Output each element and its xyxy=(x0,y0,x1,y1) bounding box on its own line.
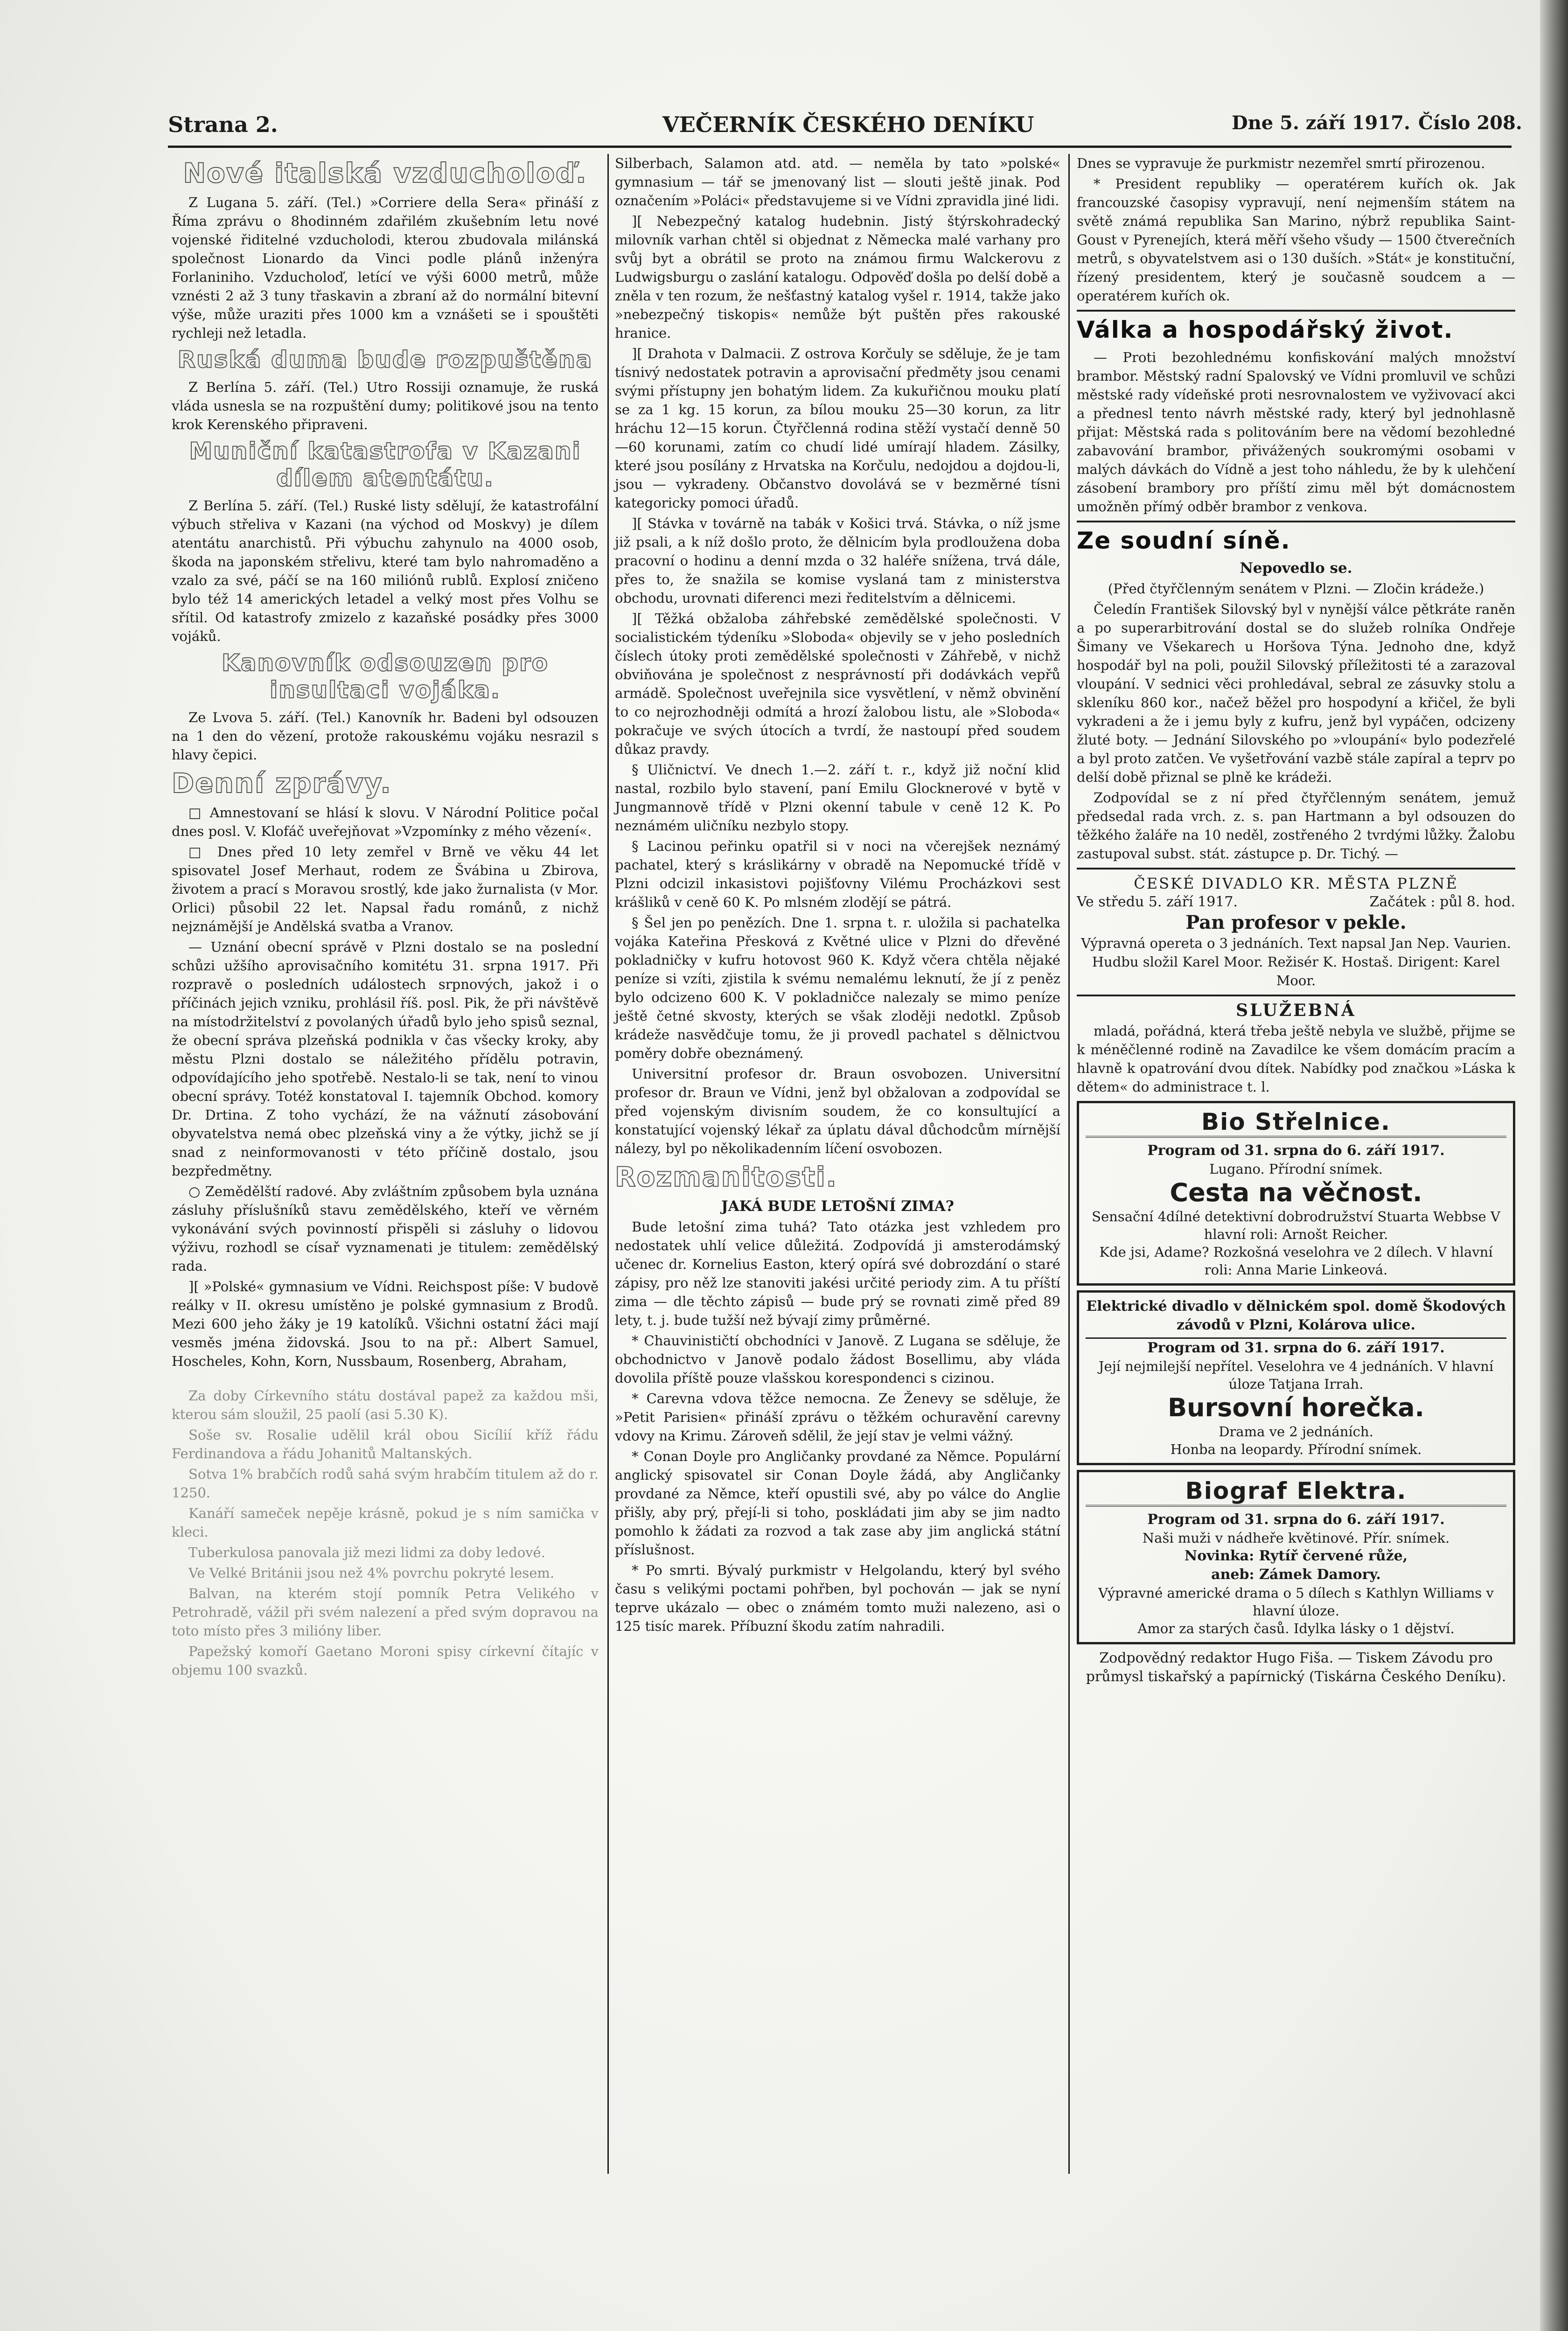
headline-duma: Ruská duma bude rozpuštěna xyxy=(177,346,593,373)
news-after-death: * Po smrti. Bývalý purkmistr v Helgolandu, který byl svého času s velikými poctami pohřben, byl pochován — jak se nyní teprve ukázalo — obec o známém tomto muži nalezeno, asi o 125 tisíc marek. Příbuzní škodu zatím nahradili. xyxy=(615,1562,1060,1634)
theatre-play: Pan profesor v pekle. xyxy=(1185,912,1407,933)
cinema-elektricke-divadlo xyxy=(1077,1290,1515,1465)
article-kazan: Z Berlína 5. září. (Tel.) Ruské listy sdělují, že katastrofální výbuch střeliva v Kazani (na východ od Moskvy) je dílem atentátu anarchistů. Při výbuchu zahynulo na 4000 osob, škoda na japonském střelivu, které tam bylo nahromaděno a vzalo za své, páčí se na 160 miliónů rublů. Explosí zničeno bylo též 14 amerických letadel a velký most přes Volhu se sřítil. Od katastrofy zmizelo z kazaňské posádky přes 3000 vojáků. xyxy=(172,498,599,644)
fact-canary: Kanáří sameček nepěje krásně, pokud je s ním samička v kleci. xyxy=(172,1505,599,1540)
column-rule-1 xyxy=(607,154,609,2174)
section-miscellany: Rozmanitosti. xyxy=(615,1161,837,1193)
cinema1-title: Bio Střelnice. xyxy=(1086,1108,1506,1138)
fact-counts: Sotva 1% brabčích rodů sahá svým hrabčím titulem až do r. 1250. xyxy=(172,1466,599,1501)
news-tsarina: * Carevna vdova těžce nemocna. Ze Ženevy se sděluje, že »Petit Parisien« přináší zprávu o těžkém ochuravění carevny vdovy na Krimu. Zároveň sdělil, že její stav je velmi vážný. xyxy=(615,1391,1060,1444)
ad-title: SLUŽEBNÁ xyxy=(1236,1001,1356,1020)
news-plzen-administration: — Uznání obecní správě v Plzni dostalo se na poslední schůzi užšího aprovisačního komitétu 31. srpna 1917. Při rozpravě o posledních událostech srpnových, jakož i o příčinách jejich vzniku, prohlásil říš. posl. Pik, že při návštěvě na místodržitelství z povolaných úřadů bylo jeho spisů seznal, že obecní správa plzeňská podnikla v čas všecky kroky, aby městu Plzni dostalo se náležitého přídělu potravin, odpovídajícího jeho spotřebě. Nestalo-li se tak, není to vinou obecní správy. Totéž konstatoval I. tajemník Obchod. komory Dr. Drtina. Z toho vychází, že na vážnutí zásobování obyvatelstva nemá obec plzeňská viny a že výtky, jichž se jí snad z neinformovanosti v této příčině dostalo, jsou bezpředmětny. xyxy=(172,939,599,1179)
news-money-theft: § Šel jen po penězích. Dne 1. srpna t. r. uložila si pachatelka vojáka Kateřina Přesková z Květné ulice v Plzni do dřevěné pokladničky v kufru hotovost 960 K. Když včera chtěla nějaké peníze si vzíti, zjistila k svému nemalému leknutí, že jí z peněz bylo odcizeno 600 K. V pokladničce nalezaly se mimo peníze ještě četné skvosty, kterých se však zloději nedotkl. Způsob krádeže nasvědčuje tomu, že ji provedl pachatel s dělnictvou poměry dobře obeznámený. xyxy=(615,915,1060,1061)
fact-moroni: Papežský komoří Gaetano Moroni spisy církevní čítajíc v objemu 100 svazků. xyxy=(172,1643,599,1678)
theatre-title: ČESKÉ DIVADLO KR. MĚSTA PLZNĚ xyxy=(1134,875,1458,892)
column-1 xyxy=(172,154,599,1681)
cinema1-feature: Cesta na věčnost. xyxy=(1170,1178,1422,1207)
issue-number: Číslo 208. xyxy=(1418,112,1522,134)
section-court: Ze soudní síně. xyxy=(1077,527,1291,554)
news-agricultural-advisers: ○ Zemědělští radové. Aby zvláštním způsobem byla uznána zásluhy příslušníků stavu zemědělského, kteří ve věrném vykonávání svých povinností přispěli si zásluhy o lidovou výživu, rozhodl se císař vyznamenati je titulem: zemědělský rada. xyxy=(172,1183,599,1274)
page-header xyxy=(168,112,1522,149)
cinema3-line5: Amor za starých časů. Idylka lásky o 1 dějství. xyxy=(1137,1621,1455,1636)
cinema1-line3: Kde jsi, Adame? Rozkošná veselohra ve 2 dílech. V hlavní roli: Anna Marie Linkeová. xyxy=(1099,1244,1493,1278)
ad-text: mladá, pořádná, která třeba ještě nebyla ve službě, přijme se k méněčlenné rodině na Zavadilce ke všem domácím pracím a hlavně k opatrování dvou dítek. Nabídky pod značkou »Láska k dětem« do administrace t. l. xyxy=(1077,1023,1515,1095)
cinema3-title: Biograf Elektra. xyxy=(1086,1477,1506,1507)
fact-britain-forest: Ve Velké Británii jsou než 4% povrchu pokryté lesem. xyxy=(188,1565,555,1581)
court-article-2: Zodpovídal se z ní před čtyřčlenným senátem, jemuž předsedal rada vrch. z. s. pan Hartmann a byl odsouzen do těžkého žaláře na 10 neděl, zostřeného 2 tvrdými lůžky. Žalobu zastupoval subst. stát. zástupce p. Dr. Tichý. — xyxy=(1077,790,1515,862)
news-amnesty: □ Amnestovaní se hlásí k slovu. V Národní Politice počal dnes posl. V. Klofáč uveřejňovat »Vzpomínky z mého vězení«. xyxy=(172,805,599,839)
news-zagreb-accusation: ][ Těžká obžaloba záhřebské zemědělské společnosti. V socialistickém týdeníku »Sloboda« objevily se v jeho posledních číslech útoky proti zemědělské společnosti v Záhřebě, v nichž obviňována je společnost z nesprávností při dodávkách vepřů armádě. Společnost uveřejnila sice vysvětlení, v němž obvinění to co nejrozhodněji odmítá a hrozí žalobou listu, ale »Sloboda« pokračuje ve svých útocích a tvrdí, že nastoupí před soudem důkaz pravdy. xyxy=(615,611,1060,757)
cinema2-program: Program od 31. srpna do 6. září 1917. xyxy=(1147,1340,1445,1356)
headline-canon: Kanovník odsouzen pro insultaci vojáka. xyxy=(221,649,549,703)
page-number: Strana 2. xyxy=(168,112,278,137)
theatre-date: Ve středu 5. září 1917. xyxy=(1077,894,1238,910)
cinema3-line2: Novinka: Rytíř červené růže, xyxy=(1184,1548,1408,1564)
news-music-catalogue: ][ Nebezpečný katalog hudebnin. Jistý štýrskohradecký milovník varhan chtěl si objednat z Německa malé varhany pro svůj byt a obrátil se proto na známou firmu Walckerovu z Ludwigsburgu o zaslání katalogu. Odpověď došla po delší době a zněla v ten rozum, že nešťastný katalog vyšel r. 1914, takže jako »nebezpečný tiskopis« nemůže být puštěn přes rakouské hranice. xyxy=(615,213,1060,341)
fact-papal-mass: Za doby Církevního státu dostával papež za každou mši, kterou sám sloužil, 25 paolí (asi 5.30 K). xyxy=(172,1388,599,1422)
news-polish-gymnasium: ][ »Polské« gymnasium ve Vídni. Reichspost píše: V budově reálky v II. okresu umístěno je polské gymnasium z Brodů. Mezi 600 jeho žáky je 19 katolíků. Všichni ostatní žáci mají vesměs jména židovská. Jsou to na př.: Albert Samuel, Hoscheles, Kohn, Korn, Nussbaum, Rosenberg, Abraham, xyxy=(172,1279,599,1369)
fact-rosalie: Soše sv. Rosalie udělil král obou Sicílií kříž řádu Ferdinandova a řádu Johanitů Maltanských. xyxy=(172,1427,599,1461)
news-braun: Universitní profesor dr. Braun osvobozen. Universitní profesor dr. Braun ve Vídni, jenž byl obžalovan a zodpovídal se před vojenským divisním soudem, že co konsultující a konstatující vojenský lékař za úplatu dával důchodcům mírnější nálezy, byl po několikadenním líčení osvobozen. xyxy=(615,1066,1060,1156)
article-canon: Ze Lvova 5. září. (Tel.) Kanovník hr. Badeni byl odsouzen na 1 den do vězení, protože rakouskému vojáku nesrazil s hlavy čepici. xyxy=(172,710,599,763)
news-kosice-strike: ][ Stávka v továrně na tabák v Košici trvá. Stávka, o níž jsme již psali, a k níž došlo proto, že dělnicím byla prodloužena doba pracovní o hodinu a denní mzda o 32 haléře snížena, trvá dále, přes to, že snažila se komise vyslaná tam z ministerstva obchodu, urovnati diferenci mezi ředitelstvím a dělnicemi. xyxy=(615,515,1060,606)
cinema3-program: Program od 31. srpna do 6. září 1917. xyxy=(1147,1511,1445,1528)
article-duma: Z Berlína 5. září. (Tel.) Utro Rossiji oznamuje, že ruská vláda usnesla se na rozpuštění dumy; politikové jsou na tento krok Kerenského připraveni. xyxy=(172,379,599,432)
cinema1-line1: Lugano. Přírodní snímek. xyxy=(1209,1161,1383,1177)
cinema-bio-strelnice xyxy=(1077,1101,1515,1286)
article-potatoes: — Proti bezohlednému konfiskování malých množství brambor. Městský radní Spalovský ve Vídni promluvil ve schůzi městské rady vídeňské proti nesrovnalostem ve vyživovací akci a přednesl tento návrh městské rady, který byl jednohlasně přijat: Městská rada s politováním bere na vědomí bezohledné zabavování brambor, přivážených soukromými osobami v malých dávkách do Vídně a jest toho náhledu, že by k ulehčení zásobení brambory pro příští zimu měl být domácnostem umožněn přímý odběr brambor z venkova. xyxy=(1077,349,1515,515)
court-senate: (Před čtyřčlenným senátem v Plzni. — Zločin krádeže.) xyxy=(1108,581,1484,597)
masthead: VEČERNÍK ČESKÉHO DENÍKU xyxy=(662,112,1034,137)
section-war-economy: Válka a hospodářský život. xyxy=(1077,316,1454,343)
article-winter: Bude letošní zima tuhá? Tato otázka jest vzhledem pro nedostatek uhlí velice důležitá. Zodpovídá ji amsterodámský učenec dr. Kornelius Easton, který opírá své dobrozdání o staré zápisy, pro něž lze stanoviti jakési určité periody zim. A tu příští zima — dle těchto zápisů — bude prý se rovnati zimě před 89 lety, t. j. bude tužší než bývají zimy průměrné. xyxy=(615,1219,1060,1328)
cinema2-feature: Bursovní horečka. xyxy=(1167,1393,1425,1422)
news-polish-gymnasium-cont: Silberbach, Salamon atd. atd. — neměla by tato »polské« gymnasium — tář se jmenovaný list — slouti ještě jinak. Pod označením »Poláci« představujeme si ve Vídni zpravidla jiné lidi. xyxy=(615,155,1060,209)
headline-kazan: Muniční katastrofa v Kazani dílem atentátu. xyxy=(189,438,581,492)
article-airship: Z Lugana 5. září. (Tel.) »Corriere della Sera« přináší z Říma zprávu o 8hodinném zdařilém zkušebním letu nové vojenské řiditelné vzducholodi, kterou zbudovala milánská společnost Lionardo da Vinci podle plánů inženýra Forlaniniho. Vzducholoď, letící ve výši 6000 metrů, může vznésti 2 až 3 tuny třaskavin a zbraní až do normální bitevní výše, může uraziti přes 1000 km a vznášeti se i spouštěti rychleji než letadla. xyxy=(172,195,599,341)
headline-airship: Nové italská vzducholoď. xyxy=(183,157,587,189)
cinema3-line1: Naši muži v nádheře květinové. Přír. snímek. xyxy=(1142,1530,1450,1546)
news-conan-doyle: * Conan Doyle pro Angličanky provdané za Němce. Populární anglický spisovatel sir Conan Doyle žádá, aby Angličanky provdané za Němce, kteří opustili své, aby po válce do Anglie přišly, aby prý, přejí-li si toho, poskládati jim aby se jim nadto pomohlo k žádati za rozvod a tak zase aby jim anglická státní příslušnost. xyxy=(615,1448,1060,1558)
cinema3-line4: Výpravné americké drama o 5 dílech s Kathlyn Williams v hlavní úloze. xyxy=(1098,1585,1494,1619)
news-featherbed: § Lacinou peřinku opatřil si v noci na včerejšek neznámý pachatel, který s kráslikárny v obradě na Nepomucké třídě v Plzni odcizil inkasistovi pojišťovny Vilému Procházkovi sest krášliků v ceně 60 K. Po mlsném zlodějí se pátrá. xyxy=(615,838,1060,910)
cinema1-program: Program od 31. srpna do 6. září 1917. xyxy=(1147,1142,1445,1159)
news-genoa: * Chauvinističtí obchodníci v Janově. Z Lugana se sděluje, že obchodnictvo v Janově podalo žádost Bosellimu, aby vláda dovolila příště pouze vlašskou korespondenci s cizinou. xyxy=(615,1333,1060,1386)
subhead-winter: JAKÁ BUDE LETOŠNÍ ZIMA? xyxy=(721,1198,954,1215)
column-2 xyxy=(615,154,1060,1637)
cinema2-line3: Honba na leopardy. Přírodní snímek. xyxy=(1170,1441,1422,1457)
theatre-info xyxy=(1077,893,1515,912)
court-article-1: Čeledín František Silovský byl v nynější válce pětkráte raněn a po superarbitrování dostal se do služeb rolníka Ondřeje Šimany ve Všekarech u Horšova Týna. Jednoho dne, když hospodář byl na poli, použil Silovský příležitosti té a zarazoval vloupání. V sednici věci prohledával, sebral ze zásuvky stolu a skleníku 860 kor., načež běžel pro hospodyní a křičel, že byli vykradeni a že i jemu byly z kufru, jenž byl vypáčen, odcizeny žluté boty. — Jednání Silovského po »vloupání« bylo podezřelé a byl proto zatčen. Ve vyšetřování vazbě stále zapíral a teprv po delší době přiznal se plně ke krádeži. xyxy=(1077,601,1515,785)
cinema1-line2: Sensační 4dílné detektivní dobrodružství Stuarta Webbse V hlavní roli: Arnošt Reicher. xyxy=(1092,1209,1500,1242)
column-3 xyxy=(1077,154,1515,1688)
theatre-desc: Výpravná opereta o 3 jednáních. Text napsal Jan Nep. Vaurien. Hudbu složil Karel Moor. Režisér K. Hostaš. Dirigent: Karel Moor. xyxy=(1081,935,1511,988)
fact-peter-monument: Balvan, na kterém stojí pomník Petra Velikého v Petrohradě, vážil při svém nalezení a před svým dopravou na toto místo přes 3 milióny liber. xyxy=(172,1586,599,1639)
fact-tuberculosis: Tuberkulosa panovala již mezi lidmi za doby ledové. xyxy=(188,1545,545,1560)
imprint: Zodpovědný redaktor Hugo Fiša. — Tiskem Závodu pro průmysl tiskařský a papírnický (Tiskárna Českého Deníku). xyxy=(1086,1650,1506,1685)
court-headline: Nepovedlo se. xyxy=(1240,560,1352,577)
theatre-start: Začátek : půl 8. hod. xyxy=(1369,894,1515,910)
news-dalmatia: ][ Drahota v Dalmacii. Z ostrova Korčuly se sděluje, že je tam tísnivý nedostatek potravin a aprovisační předměty jsou cenami svými přístupny jen bohatým lidem. Za kukuřičnou mouku platí se za 1 kg. 15 korun, za bílou mouku 25—30 korun, za litr hráchu 12—15 korun. Čtyřčlenná rodina stěží vystačí denně 50—60 korunami, zatím co chudí lidé umírají hladem. Zásilky, které jsou posílány z Hrvatska na Korčulu, nedojdou a dojdou-li, jsou — vykradeny. Občanstvo dovolává se v bezměrné tísni kategoricky pomoci úřadů. xyxy=(615,346,1060,511)
issue-date: Dne 5. září 1917. xyxy=(1232,112,1410,134)
cinema3-line3: aneb: Zámek Damory. xyxy=(1211,1566,1381,1583)
news-after-death-cont: Dnes se vypravuje že purkmistr nezemřel smrtí přirozenou. xyxy=(1077,155,1485,171)
header-rule xyxy=(168,146,1512,148)
news-mischief: § Uličnictví. Ve dnech 1.—2. září t. r., když již noční klid nastal, rozbilo bylo stavení, paní Emilu Glocknerové v bytě v Jungmannově třídě v Plzni okenní tabule v ceně 12 K. Po neznámém uličníku nezbylo stopy. xyxy=(615,762,1060,834)
cinema2-title: Elektrické divadlo v dělnickém spol. domě Škodových závodů v Plzni, Kolárova ulice. xyxy=(1086,1297,1506,1339)
cinema2-line1: Její nejmilejší nepřítel. Veselohra ve 4 jednáních. V hlavní úloze Tatjana Irrah. xyxy=(1098,1358,1494,1392)
news-san-marino: * President republiky — operatérem kuřích ok. Jak francouzské časopisy vypravují, není nejmenším státem na světě známá republika San Marino, nýbrž republika Saint-Goust v Pyrenejích, která měří všeho všudy — 1500 čtverečních metrů, s obyvatelstvem asi o 130 duších. »Stát« je konstituční, řízený presidentem, který je současně soudcem a — operatérem kuřích ok. xyxy=(1077,176,1515,304)
cinema-biograf-elektra xyxy=(1077,1470,1515,1644)
cinema2-line2: Drama ve 2 jednáních. xyxy=(1219,1424,1373,1440)
section-daily-news: Denní zprávy. xyxy=(172,767,392,799)
page-edge-shadow xyxy=(1540,0,1568,2331)
news-merhaut: □ Dnes před 10 lety zemřel v Brně ve věku 44 let spisovatel Josef Merhaut, rodem ze Švábina u Zbirova, životem a prací s Moravou srostlý, kde jako žurnalista (v Mor. Orlici) působil 22 let. Napsal řadu románů, z nichž nejznámější je Andělská svatba a Vranov. xyxy=(172,844,599,934)
column-rule-2 xyxy=(1068,154,1070,2174)
